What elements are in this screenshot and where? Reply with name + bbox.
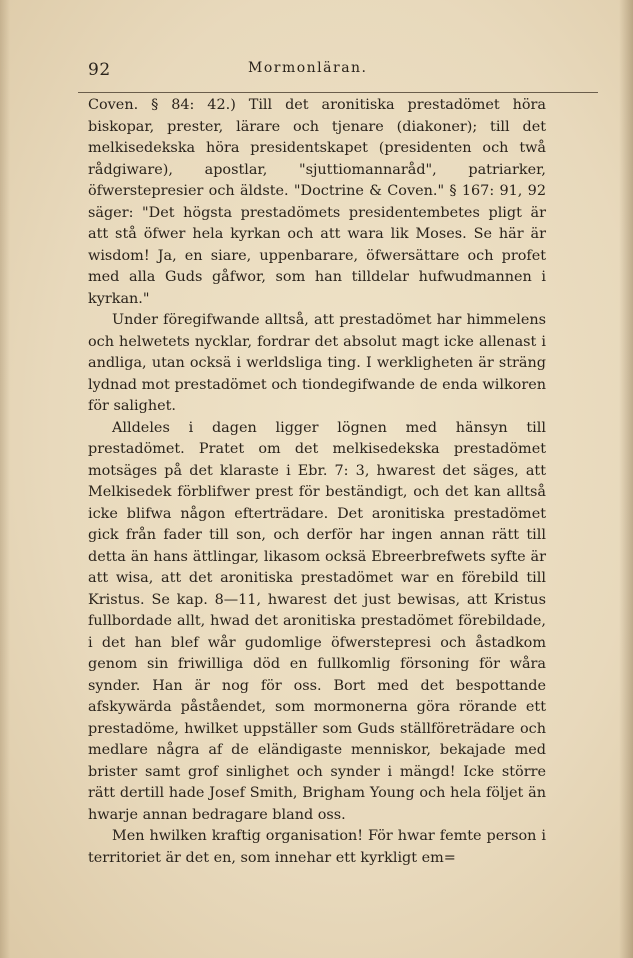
header-rule <box>78 92 598 93</box>
page-number: 92 <box>88 60 111 80</box>
running-title: Mormonläran. <box>248 60 368 76</box>
page-left-shadow <box>0 0 10 958</box>
page-header <box>78 50 598 84</box>
paragraph: Coven. § 84: 42.) Till det aronitiska prestadömet höra biskopar, prester, lärare och tjenare (diakoner); till det melkisedekska höra presidentskapet (presidenten och twå rådgiware), apostlar, "sjuttiomannaråd", patriarker, öfwerstepresier och äldste. "Doctrine & Coven." § 167: 91, 92 säger: "Det högsta prestadömets presidentembetes pligt är att stå öfwer hela kyrkan och att wara lik Moses. Se här är wisdom! Ja, en siare, uppenbarare, öfwersättare och profet med alla Guds gåfwor, som han tilldelar hufwudmannen i kyrkan." <box>88 97 546 307</box>
paragraph: Men hwilken kraftig organisation! För hwar femte person i territoriet är det en, som innehar ett kyrkligt em= <box>88 828 546 866</box>
paragraph: Alldeles i dagen ligger lögnen med hänsyn till prestadömet. Pratet om det melkisedekska prestadömet motsäges på det klaraste i Ebr. 7: 3, hwarest det säges, att Melkisedek förblifwer prest för beständigt, och det kan alltså icke blifwa någon efterträdare. Det aronitiska prestadömet gick från fader till son, och derför har ingen annan rätt till detta än hans ättlingar, likasom ocksä Ebreerbrefwets syfte är att wisa, att det aronitiska prestadömet war en förebild till Kristus. Se kap. 8—11, hwarest det just bewisas, att Kristus fullbordade allt, hwad det aronitiska prestadömet förebildade, i det han blef wår gudomlige öfwerstepresi och åstadkom genom sin friwilliga död en fullkomlig försoning för wåra synder. Han är nog för oss. Bort med det bespottande afskywärda påståendet, som mormonerna göra rörande ett prestadöme, hwilket uppställer som Guds ställföreträdare och medlare några af de eländigaste menniskor, bekajade med brister samt grof sinlighet och synder i mängd! Icke större rätt dertill hade Josef Smith, Brigham Young och hela följet än hwarje annan bedragare bland oss. <box>88 419 546 823</box>
page-right-shadow <box>619 0 633 958</box>
paragraph: Under föregifwande alltså, att prestadömet har himmelens och helwetets nycklar, fordrar det absolut magt icke allenast i andliga, utan ocksä i werldsliga ting. I werkligheten är sträng lydnad mot prestadömet och tiondegifwande de enda wilkoren för salighet. <box>88 312 546 414</box>
page-body <box>88 95 546 869</box>
